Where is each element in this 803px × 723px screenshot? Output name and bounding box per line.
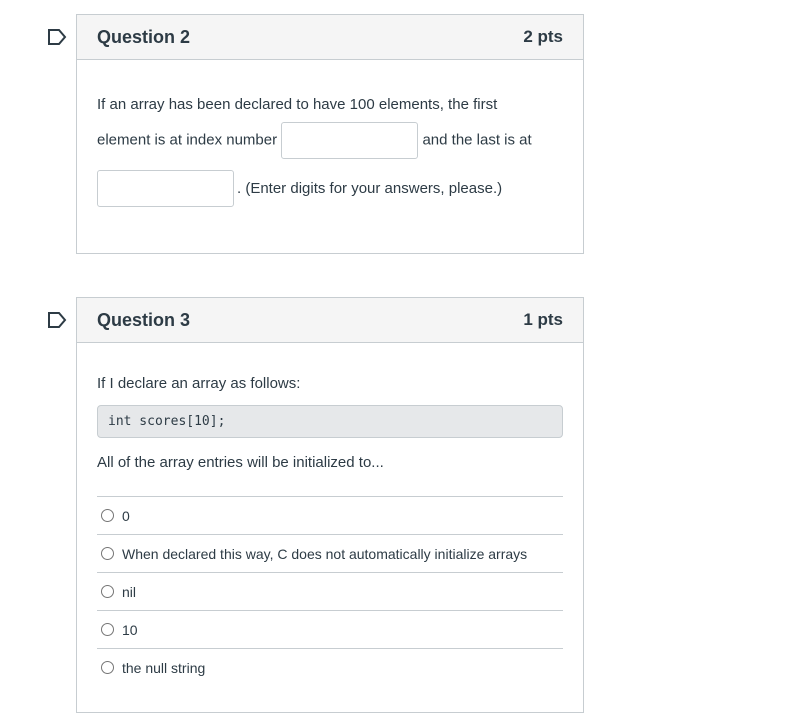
answer-label: 10 xyxy=(122,621,138,638)
question-body xyxy=(77,60,583,207)
question-text-after-blank1: and the last is at xyxy=(422,131,532,149)
question-title: Question 3 xyxy=(97,309,191,330)
answer-label: nil xyxy=(122,583,137,600)
radio-button[interactable] xyxy=(101,661,114,674)
question-points: 1 pts xyxy=(523,310,563,329)
question-prompt: If I declare an array as follows: xyxy=(97,375,301,392)
blank-first-index-input[interactable] xyxy=(281,122,418,159)
radio-button[interactable] xyxy=(101,585,114,598)
flag-question-2-icon[interactable] xyxy=(47,29,67,45)
question-3 xyxy=(76,297,584,713)
question-text-after-blank2: . (Enter digits for your answers, please.) xyxy=(237,179,503,197)
code-block: int scores[10]; xyxy=(97,405,563,438)
question-points: 2 pts xyxy=(523,27,563,46)
question-2 xyxy=(76,14,584,254)
blank-last-index-input[interactable] xyxy=(97,170,234,207)
answer-list xyxy=(97,496,563,686)
question-text-line2: element is at index number xyxy=(97,131,278,149)
question-body xyxy=(77,343,583,686)
answer-label: When declared this way, C does not automatically initialize arrays xyxy=(122,545,528,562)
answer-label: the null string xyxy=(122,659,206,676)
answer-label: 0 xyxy=(122,507,130,524)
question-followup: All of the array entries will be initialized to... xyxy=(97,454,384,471)
radio-button[interactable] xyxy=(101,623,114,636)
answer-option[interactable] xyxy=(97,649,563,686)
question-header xyxy=(77,298,583,343)
radio-button[interactable] xyxy=(101,509,114,522)
radio-button[interactable] xyxy=(101,547,114,560)
answer-option[interactable] xyxy=(97,535,563,573)
question-title: Question 2 xyxy=(97,26,191,47)
answer-option[interactable] xyxy=(97,573,563,611)
question-header xyxy=(77,15,583,60)
answer-option[interactable] xyxy=(97,497,563,535)
flag-question-3-icon[interactable] xyxy=(47,312,67,328)
question-text-line1: If an array has been declared to have 100 elements, the first xyxy=(97,96,498,113)
answer-option[interactable] xyxy=(97,611,563,649)
